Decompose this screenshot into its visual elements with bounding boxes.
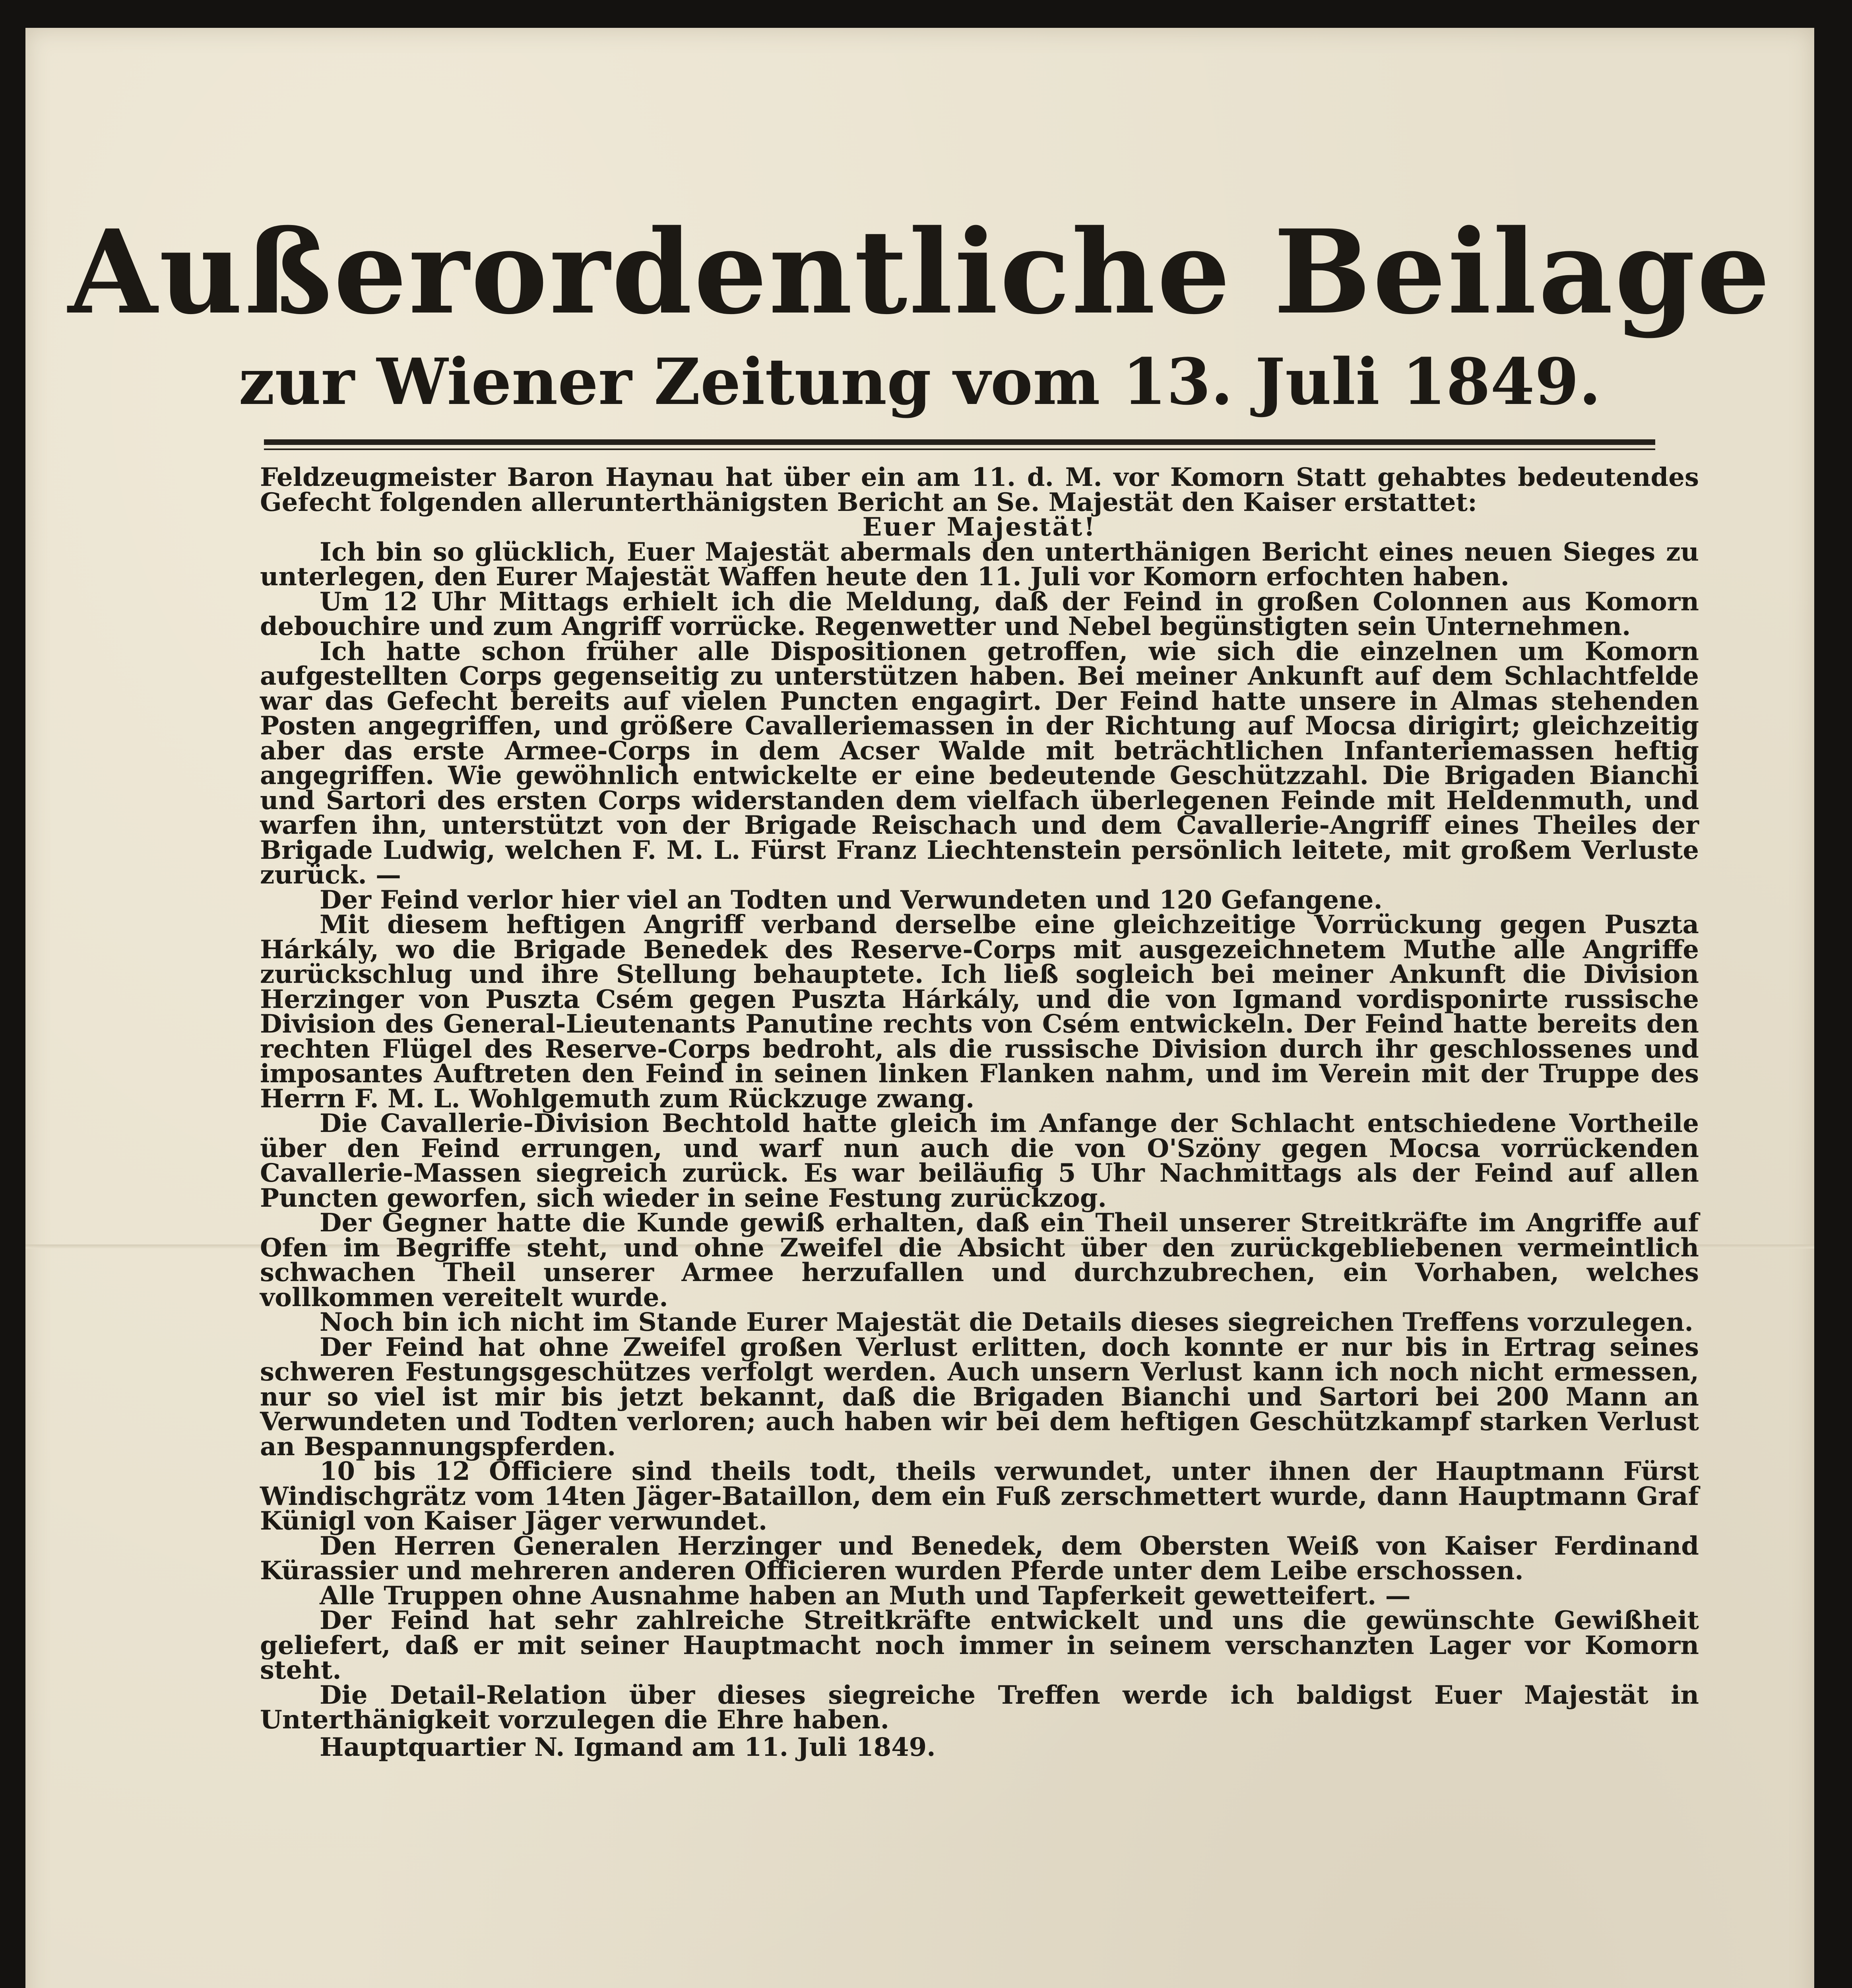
report-paragraph: Mit diesem heftigen Angriff verband derselbe eine gleichzeitige Vorrückung gegen Puszta Hárkály, wo die Brigade Benedek des Reserve-Corps mit ausgezeichnetem Muthe alle Angriffe zurückschlug und ihre Stellung behauptete. Ich ließ sogleich bei meiner Ankunft die Division Herzinger von Puszta Csém gegen Puszta Hárkály, und die von Igmand vordisponirte russische Division des General-Lieutenants Panutine rechts von Csém entwickeln. Der Feind hatte bereits den rechten Flügel des Reserve-Corps bedroht, als die russische Division durch ihr geschlossenes und imposantes Auftreten den Feind in seinen linken Flanken nahm, und im Verein mit der Truppe des Herrn F. M. L. Wohlgemuth zum Rückzuge zwang. bbox=[260, 910, 1699, 1114]
report-paragraph: Die Detail-Relation über dieses siegreiche Treffen werde ich baldigst Euer Majestät in Unterthänigkeit vorzulegen die Ehre haben. bbox=[260, 1680, 1699, 1735]
title-rule-thin bbox=[264, 448, 1655, 450]
report-paragraph: Ich bin so glücklich, Euer Majestät abermals den unterthänigen Bericht eines neuen Sieges zu unterlegen, den Eurer Majestät Waffen heute den 11. Juli vor Komorn erfochten haben. bbox=[260, 537, 1699, 592]
report-body bbox=[260, 462, 1699, 1762]
report-salutation: Euer Majestät! bbox=[862, 512, 1097, 542]
newspaper-sheet bbox=[25, 28, 1814, 1988]
page-subtitle: zur Wiener Zeitung vom 13. Juli 1849. bbox=[239, 344, 1601, 419]
report-paragraph: Der Gegner hatte die Kunde gewiß erhalten, daß ein Theil unserer Streitkräfte im Angriffe auf Ofen im Begriffe steht, und ohne Zweifel die Absicht über den zurückgebliebenen vermeintlich schwachen Theil unserer Armee herzufallen und durchzubrechen, ein Vorhaben, welches vollkommen vereitelt wurde. bbox=[260, 1208, 1699, 1312]
report-paragraph: Um 12 Uhr Mittags erhielt ich die Meldung, daß der Feind in großen Colonnen aus Komorn debouchire und zum Angriff vorrücke. Regenwetter und Nebel begünstigten sein Unternehmen. bbox=[260, 586, 1699, 641]
report-paragraph: Der Feind hat sehr zahlreiche Streitkräfte entwickelt und uns die gewünschte Gewißheit geliefert, daß er mit seiner Hauptmacht noch immer in seinem verschanzten Lager vor Komorn steht. bbox=[260, 1606, 1699, 1685]
page-title: Außerordentliche Beilage bbox=[68, 205, 1772, 340]
report-paragraph: 10 bis 12 Officiere sind theils todt, theils verwundet, unter ihnen der Hauptmann Fürst Windischgrätz vom 14ten Jäger-Bataillon, dem ein Fuß zerschmettert wurde, dann Hauptmann Graf Künigl von Kaiser Jäger verwundet. bbox=[260, 1456, 1699, 1536]
report-paragraph: Alle Truppen ohne Ausnahme haben an Muth und Tapferkeit gewetteifert. — bbox=[320, 1580, 1411, 1611]
report-paragraph: Die Cavallerie-Division Bechtold hatte gleich im Anfange der Schlacht entschiedene Vortheile über den Feind errungen, und warf nun auch die von O'Szöny gegen Mocsa vorrückenden Cavallerie-Massen siegreich zurück. Es war beiläufig 5 Uhr Nachmittags als der Feind auf allen Puncten geworfen, sich wieder in seine Festung zurückzog. bbox=[260, 1109, 1699, 1213]
report-paragraph: Ich hatte schon früher alle Dispositionen getroffen, wie sich die einzelnen um Komorn aufgestellten Corps gegenseitig zu unterstützen haben. Bei meiner Ankunft auf dem Schlachtfelde war das Gefecht bereits auf vielen Puncten engagirt. Der Feind hatte unsere in Almas stehenden Posten angegriffen, und größere Cavalleriemassen in der Richtung auf Mocsa dirigirt; gleichzeitig aber das erste Armee-Corps in dem Acser Walde mit beträchtlichen Infanteriemassen heftig angegriffen. Wie gewöhnlich entwickelte er eine bedeutende Geschützzahl. Die Brigaden Bianchi und Sartori des ersten Corps widerstanden dem vielfach überlegenen Feinde mit Heldenmuth, und warfen ihn, unterstützt von der Brigade Reischach und dem Cavallerie-Angriff eines Theiles der Brigade Ludwig, welchen F. M. L. Fürst Franz Liechtenstein persönlich leitete, mit großem Verluste zurück. — bbox=[260, 636, 1699, 890]
report-paragraph: Der Feind verlor hier viel an Todten und Verwundeten und 120 Gefangene. bbox=[320, 885, 1383, 915]
report-intro: Feldzeugmeister Baron Haynau hat über ein am 11. d. M. vor Komorn Statt gehabtes bedeutendes Gefecht folgenden allerunterthänigsten Bericht an Se. Majestät den Kaiser erstattet: bbox=[260, 462, 1699, 517]
report-paragraph: Noch bin ich nicht im Stande Eurer Majestät die Details dieses siegreichen Treffens vorzulegen. bbox=[320, 1307, 1693, 1337]
report-dateline: Hauptquartier N. Igmand am 11. Juli 1849. bbox=[320, 1732, 936, 1762]
report-paragraph: Den Herren Generalen Herzinger und Benedek, dem Obersten Weiß von Kaiser Ferdinand Kürassier und mehreren anderen Officieren wurden Pferde unter dem Leibe erschossen. bbox=[260, 1531, 1699, 1586]
title-rule bbox=[264, 439, 1655, 445]
report-paragraph: Der Feind hat ohne Zweifel großen Verlust erlitten, doch konnte er nur bis in Ertrag seines schweren Festungsgeschützes verfolgt werden. Auch unsern Verlust kann ich noch nicht ermessen, nur so viel ist mir bis jetzt bekannt, daß die Brigaden Bianchi und Sartori bei 200 Mann an Verwundeten und Todten verloren; auch haben wir bei dem heftigen Geschützkampf starken Verlust an Bespannungspferden. bbox=[260, 1332, 1699, 1462]
